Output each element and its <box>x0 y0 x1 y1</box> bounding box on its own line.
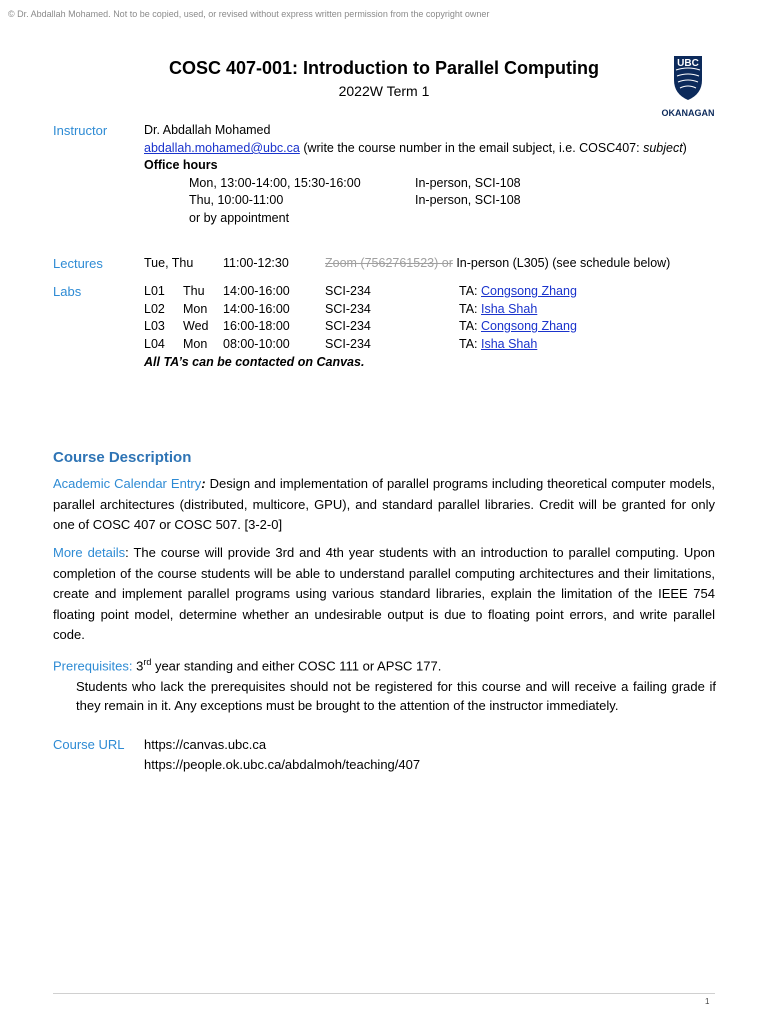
lab-room: SCI-234 <box>325 337 371 351</box>
lab-time: 14:00-16:00 <box>223 302 290 316</box>
prerequisites-text: year standing and either COSC 111 or APSC 177. <box>151 658 442 674</box>
lab-ta <box>459 319 577 333</box>
lab-ta <box>459 337 537 351</box>
office-hours-location-1: In-person, SCI-108 <box>415 176 521 190</box>
more-details-colon: : <box>125 545 129 560</box>
lab-ta-prefix: TA: <box>459 337 481 351</box>
instructor-name: Dr. Abdallah Mohamed <box>144 123 271 137</box>
lab-day: Mon <box>183 302 208 316</box>
prerequisites-year: 3 <box>132 658 144 674</box>
lectures-in-person: In-person (L305) (see schedule below) <box>452 256 671 270</box>
course-title: COSC 407-001: Introduction to Parallel Computing <box>168 58 600 78</box>
more-details-label: More details <box>53 545 126 560</box>
lab-ta-link[interactable]: Congsong Zhang <box>481 284 577 298</box>
ubc-okanagan-logo <box>652 54 724 118</box>
calendar-entry-paragraph <box>53 474 715 536</box>
lab-ta <box>459 302 537 316</box>
labs-ta-note: All TA’s can be contacted on Canvas. <box>144 355 365 369</box>
email-note-close: ) <box>682 141 687 155</box>
lab-section: L04 <box>144 337 165 351</box>
office-hours-time-1: Mon, 13:00-14:00, 15:30-16:00 <box>189 176 361 190</box>
calendar-entry-text: Design and implementation of parallel programs including theoretical computer models, parallel architectures (distributed, multicore, GPU), and standard parallel libraries. Credit will be granted for only one of COSC 407 or COSC 507. [3-2-0] <box>53 476 715 532</box>
office-hours-label: Office hours <box>144 158 218 172</box>
office-hours-location-2: In-person, SCI-108 <box>415 193 521 207</box>
email-note: (write the course number in the email subject, i.e. COSC407: <box>299 141 644 155</box>
office-hours-time-2: Thu, 10:00-11:00 <box>189 193 284 207</box>
lab-ta-prefix: TA: <box>459 302 481 316</box>
lab-time: 14:00-16:00 <box>223 284 290 298</box>
copyright-notice: © Dr. Abdallah Mohamed. Not to be copied, used, or revised without express written permission from the copyright owner <box>8 9 490 19</box>
lab-room: SCI-234 <box>325 319 371 333</box>
lab-ta-link[interactable]: Isha Shah <box>481 302 538 316</box>
prerequisites-line <box>53 657 441 673</box>
lab-section: L03 <box>144 319 165 333</box>
prerequisites-sup: rd <box>143 657 152 667</box>
labs-label: Labs <box>53 284 82 299</box>
lab-room: SCI-234 <box>325 302 371 316</box>
instructor-email-line <box>144 141 687 155</box>
lab-ta-link[interactable]: Isha Shah <box>481 337 538 351</box>
prerequisites-label: Prerequisites: <box>53 658 133 674</box>
lab-ta-prefix: TA: <box>459 284 481 298</box>
course-url-label: Course URL <box>53 737 125 752</box>
lectures-days: Tue, Thu <box>144 256 194 270</box>
calendar-entry-colon: : <box>201 476 206 491</box>
lab-time: 16:00-18:00 <box>223 319 290 333</box>
instructor-email-link[interactable]: abdallah.mohamed@ubc.ca <box>144 141 300 155</box>
lab-ta-prefix: TA: <box>459 319 481 333</box>
footer-divider <box>53 993 715 994</box>
calendar-entry-label: Academic Calendar Entry <box>53 476 202 491</box>
prerequisites-note: Students who lack the prerequisites should not be registered for this course and will receive a failing grade if they remain in it. Any exceptions must be brought to the attention of the instructor immediately. <box>76 679 716 713</box>
lectures-label: Lectures <box>53 256 103 271</box>
course-url-website[interactable]: https://people.ok.ubc.ca/abdalmoh/teaching/407 <box>144 757 421 772</box>
email-note-subject: subject <box>643 141 683 155</box>
logo-ubc-text: UBC <box>677 58 699 69</box>
page-number: 1 <box>705 997 710 1006</box>
course-description-heading: Course Description <box>53 449 192 466</box>
lab-time: 08:00-10:00 <box>223 337 290 351</box>
lectures-location <box>325 256 670 270</box>
lab-ta <box>459 284 577 298</box>
lectures-zoom-struck: Zoom (7562761523) or <box>325 256 453 270</box>
lab-section: L01 <box>144 284 165 298</box>
course-url-canvas[interactable]: https://canvas.ubc.ca <box>144 737 267 752</box>
lab-day: Mon <box>183 337 208 351</box>
lab-day: Thu <box>183 284 205 298</box>
lectures-time: 11:00-12:30 <box>223 256 289 270</box>
more-details-paragraph <box>53 543 715 646</box>
lab-ta-link[interactable]: Congsong Zhang <box>481 319 577 333</box>
more-details-text: The course will provide 3rd and 4th year students with an introduction to parallel computing. Upon completion of the course students will be able to understand parallel computing architectures and their limitations, create and implement parallel programs using various standard libraries, explain the limitation of the IEEE 754 floating point model, determine whether an undesirable output is due to floating point errors, and write parallel code. <box>53 545 716 642</box>
office-hours-appointment: or by appointment <box>189 211 290 225</box>
course-term: 2022W Term 1 <box>338 83 430 99</box>
lab-section: L02 <box>144 302 165 316</box>
lab-room: SCI-234 <box>325 284 371 298</box>
instructor-label: Instructor <box>53 123 108 138</box>
ubc-shield-icon <box>652 54 724 118</box>
lab-day: Wed <box>183 319 209 333</box>
logo-okanagan-text: OKANAGAN <box>661 108 715 118</box>
